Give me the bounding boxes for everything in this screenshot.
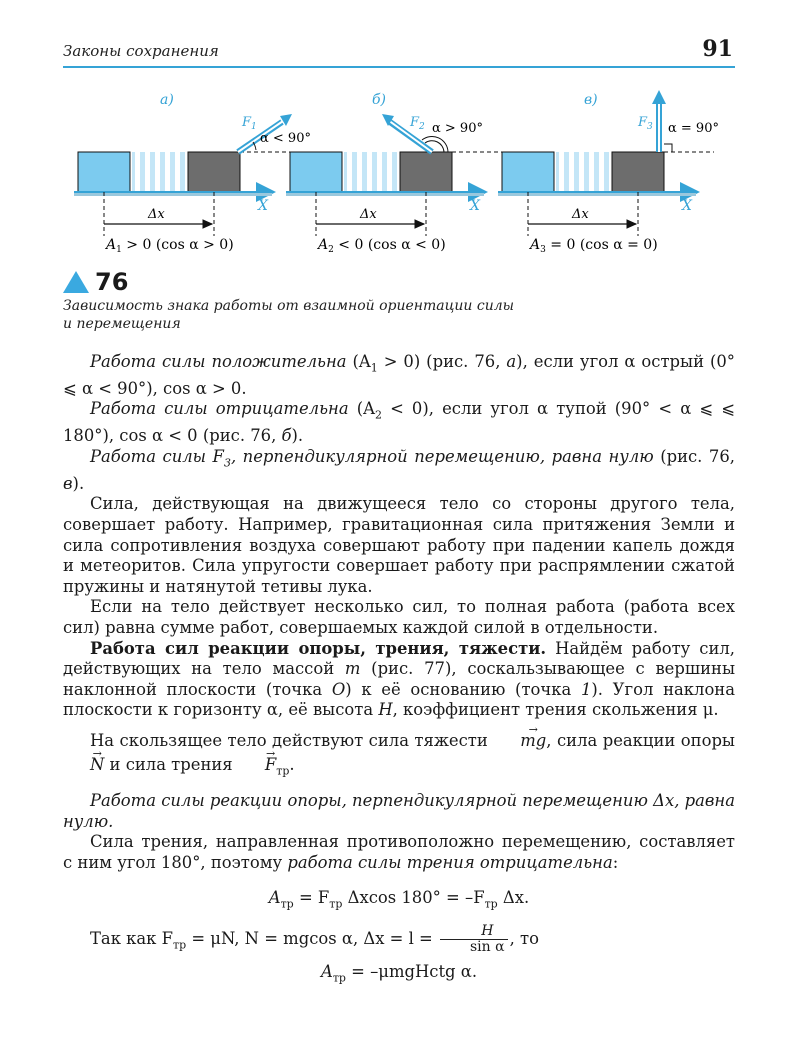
running-title: Законы сохранения bbox=[63, 42, 219, 60]
panel-c bbox=[498, 90, 719, 255]
force-label: $F_3$ bbox=[638, 115, 653, 132]
formula-friction-work: $A_{тр} = F_{тр}$ Δxcos $180^\circ = -F_{тр}$ Δx. bbox=[268, 887, 530, 910]
displacement-label: Δx bbox=[148, 207, 165, 222]
paragraph: Так как $F_{тр} = \mu N$, N = mgcos α, Δx = l = $\frac{H}{\text{sin α}}$ , то bbox=[90, 923, 539, 956]
work-result: $A_3 = 0$ (cos α = 0) bbox=[530, 237, 658, 255]
figure-76-diagram bbox=[60, 86, 740, 268]
force-label: $F_2$ bbox=[410, 115, 425, 132]
force-label: $F_1$ bbox=[242, 115, 257, 132]
page-number: 91 bbox=[702, 36, 733, 62]
axis-x-label: X bbox=[470, 198, 480, 214]
paragraph: Работа силы отрицательна $(A_2 < 0)$, если угол α тупой (90° < α ⩽ ⩽ 180°), cos α < 0 (рис. 76, б). bbox=[63, 399, 735, 446]
axis-x-label: X bbox=[258, 198, 268, 214]
panel-a bbox=[74, 92, 311, 255]
paragraph: Работа силы положительна $(A_1 > 0)$ (рис. 76, а), если угол α острый (0° ⩽ α < 90°), cos α > 0. bbox=[63, 352, 735, 398]
panel-c-letter: в) bbox=[584, 92, 598, 108]
triangle-icon bbox=[63, 271, 89, 293]
paragraph: Работа силы реакции опоры, перпендикулярной перемещению Δx, равна нулю. bbox=[63, 791, 735, 831]
panel-b bbox=[286, 92, 512, 255]
paragraph: Сила трения, направленная противоположно перемещению, составляет с ним угол 180°, поэтому работа силы трения отрицательна: bbox=[63, 832, 735, 872]
angle-label: α < 90° bbox=[260, 131, 311, 146]
angle-label: α = 90° bbox=[668, 121, 719, 136]
work-result: $A_1 > 0$ (cos α > 0) bbox=[106, 237, 234, 255]
displacement-label: Δx bbox=[572, 207, 589, 222]
figure-number-text: 76 bbox=[95, 268, 129, 296]
formula-result: $A_{тр}$ = –μmgHctg α. bbox=[320, 962, 478, 985]
body-text bbox=[63, 352, 735, 999]
work-result: $A_2 < 0$ (cos α < 0) bbox=[318, 237, 446, 255]
figure-number bbox=[63, 268, 128, 296]
displacement-label: Δx bbox=[360, 207, 377, 222]
paragraph: На скользящее тело действуют сила тяжести → mg, сила реакции опоры → N и сила трения → $F_{тр}$. bbox=[63, 729, 735, 783]
header-rule bbox=[63, 66, 735, 68]
page-header bbox=[63, 38, 735, 68]
angle-label: α > 90° bbox=[432, 121, 483, 136]
paragraph: Работа сил реакции опоры, трения, тяжести. Найдём работу сил, действующих на тело массой m (рис. 77), соскальзывающее с вершины наклонной плоскости (точка O) к её основанию (точка 1). Угол наклона плоскости к горизонту α, её высота H, коэффициент трения скольжения μ. bbox=[63, 638, 736, 720]
fraction: $\frac{H}{\text{sin α}}$ bbox=[440, 924, 508, 955]
figure-caption: Зависимость знака работы от взаимной ориентации силы и перемещения bbox=[63, 298, 515, 332]
paragraph: Работа силы $F_3$, перпендикулярной перемещению, равна нулю (рис. 76, в). bbox=[63, 446, 735, 493]
panel-b-letter: б) bbox=[372, 92, 387, 108]
panel-a-letter: а) bbox=[160, 92, 174, 108]
axis-x-label: X bbox=[682, 198, 692, 214]
paragraph: Сила, действующая на движущееся тело со стороны другого тела, совершает работу. Например, гравитационная сила притяжения Земли и сила сопротивления воздуха совершают работу при падении капель дождя и метеоритов. Сила упругости совершает работу при распрямлении сжатой пружины и натянутой тетивы лука. bbox=[63, 494, 735, 596]
paragraph: Если на тело действует несколько сил, то полная работа (работа всех сил) равна сумме работ, совершаемых каждой силой в отдельности. bbox=[63, 597, 735, 637]
